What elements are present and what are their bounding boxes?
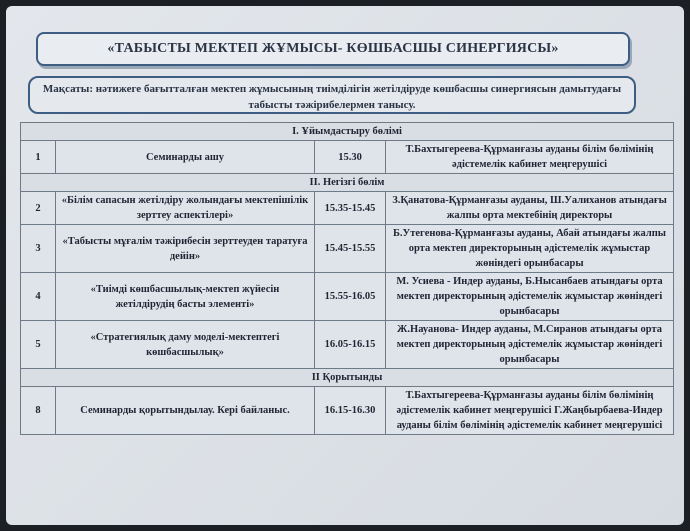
goal-text: нәтижеге бағытталған мектеп жұмысының тиімділігін жетілдіруде көшбасшы синергиясын дамытудағы табысты тәжірибелермен танысу.: [95, 83, 622, 111]
row-topic: «Тиімді көшбасшылық-мектеп жүйесін жетілдірудің басты элементі»: [56, 273, 315, 321]
row-time: 15.45-15.55: [315, 225, 386, 273]
row-topic: Семинарды ашу: [56, 141, 315, 174]
row-number: 5: [21, 321, 56, 369]
row-number: 4: [21, 273, 56, 321]
row-topic: «Стратегиялық даму моделі-мектептегі көшбасшылық»: [56, 321, 315, 369]
section-row: [21, 369, 674, 387]
table-row: [21, 273, 674, 321]
row-responsible: Т.Бахтыгереева-Құрманғазы ауданы білім бөлімінің әдістемелік кабинет меңгерушісі: [386, 141, 674, 174]
slide-title: «ТАБЫСТЫ МЕКТЕП ЖҰМЫСЫ- КӨШБАСШЫ СИНЕРГИЯСЫ»: [107, 41, 559, 56]
row-topic: «Табысты мұғалім тәжірибесін зерттеуден таратуға дейін»: [56, 225, 315, 273]
goal-box: [28, 76, 636, 114]
program-table: [20, 122, 674, 435]
table-row: [21, 321, 674, 369]
table-row: [21, 141, 674, 174]
row-time: 16.05-16.15: [315, 321, 386, 369]
row-number: 1: [21, 141, 56, 174]
presentation-slide: [6, 6, 684, 525]
section-org: I. Ұйымдастыру бөлімі: [21, 123, 674, 141]
table-row: [21, 192, 674, 225]
section-row: [21, 123, 674, 141]
row-responsible: Б.Утегенова-Құрманғазы ауданы, Абай атындағы жалпы орта мектеп директорының әдістемелік жұмыстар жөніндегі орынбасары: [386, 225, 674, 273]
row-number: 8: [21, 387, 56, 435]
goal-label: Мақсаты:: [42, 83, 94, 95]
table-row: [21, 225, 674, 273]
row-responsible: М. Усиева - Индер ауданы, Б.Нысанбаев атындағы орта мектеп директорының әдістемелік жұмыстар жөніндегі орынбасары: [386, 273, 674, 321]
row-topic: Семинарды қорытындылау. Кері байланыс.: [56, 387, 315, 435]
row-time: 15.35-15.45: [315, 192, 386, 225]
row-responsible: Т.Бахтыгереева-Құрманғазы ауданы білім бөлімінің әдістемелік кабинет меңгерушісі Г.Жаңбырбаева-Индер ауданы білім бөлімінің әдістемелік кабинет меңгерушісі: [386, 387, 674, 435]
row-number: 3: [21, 225, 56, 273]
section-main: II. Негізгі бөлім: [21, 174, 674, 192]
row-time: 16.15-16.30: [315, 387, 386, 435]
section-row: [21, 174, 674, 192]
table-row: [21, 387, 674, 435]
row-number: 2: [21, 192, 56, 225]
section-final: II Қорытынды: [21, 369, 674, 387]
row-time: 15.55-16.05: [315, 273, 386, 321]
row-topic: «Білім сапасын жетілдіру жолындағы мектепішілік зерттеу аспектілері»: [56, 192, 315, 225]
row-responsible: Ж.Науанова- Индер ауданы, М.Сиранов атындағы орта мектеп директорының әдістемелік жұмыстар жөніндегі орынбасары: [386, 321, 674, 369]
row-responsible: З.Қанатова-Құрманғазы ауданы, Ш.Уалиханов атындағы жалпы орта мектебінің директоры: [386, 192, 674, 225]
title-banner: [36, 32, 630, 66]
row-time: 15.30: [315, 141, 386, 174]
